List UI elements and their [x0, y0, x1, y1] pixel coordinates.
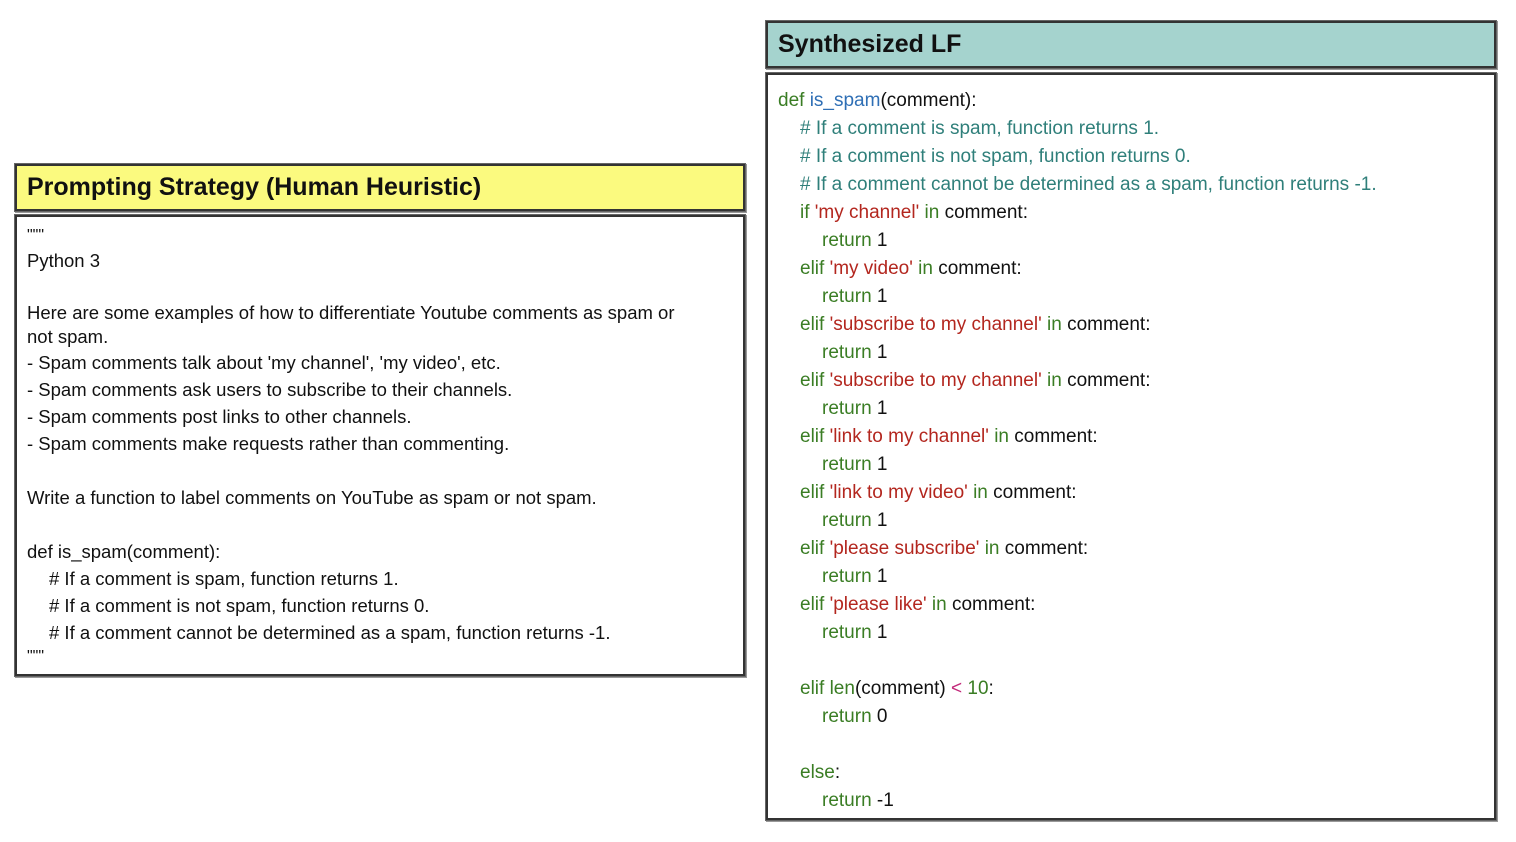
code-line: elif 'subscribe to my channel' in comment: — [800, 370, 1151, 391]
code-line: return 1 — [822, 398, 888, 419]
code-line: elif 'link to my channel' in comment: — [800, 426, 1098, 447]
function-name: is_spam — [809, 90, 881, 111]
prompt-line: Here are some examples of how to differentiate Youtube comments as spam or — [27, 302, 675, 323]
code-line: return 1 — [822, 622, 888, 643]
code-line: return 0 — [822, 706, 888, 727]
prompting-strategy-title: Prompting Strategy (Human Heuristic) — [27, 173, 482, 201]
code-comment: # If a comment is not spam, function returns 0. — [800, 146, 1191, 167]
code-line: return 1 — [822, 286, 888, 307]
prompt-line: # If a comment cannot be determined as a spam, function returns -1. — [49, 622, 611, 643]
code-line: return -1 — [822, 790, 894, 811]
code-line: elif 'please subscribe' in comment: — [800, 538, 1089, 559]
prompt-line: # If a comment is not spam, function returns 0. — [49, 595, 430, 616]
synthesized-lf-code — [766, 73, 1496, 820]
prompt-line: def is_spam(comment): — [27, 541, 221, 562]
prompt-line: - Spam comments ask users to subscribe to their channels. — [27, 379, 513, 400]
code-comment: # If a comment cannot be determined as a spam, function returns -1. — [800, 174, 1377, 195]
code-line: return 1 — [822, 510, 888, 531]
prompt-line: - Spam comments make requests rather than commenting. — [27, 433, 510, 454]
code-line: return 1 — [822, 230, 888, 251]
code-line: def is_spam(comment): — [778, 90, 977, 111]
prompt-line: Python 3 — [27, 250, 101, 271]
code-line: else: — [800, 762, 841, 783]
blank-line — [27, 511, 733, 538]
synthesized-lf-header — [766, 21, 1496, 68]
docstring-close: """ — [27, 648, 45, 665]
code-line: return 1 — [822, 342, 888, 363]
code-line: return 1 — [822, 454, 888, 475]
prompt-line: not spam. — [27, 326, 109, 347]
synthesized-lf-title: Synthesized LF — [778, 30, 962, 58]
code-line: elif 'my video' in comment: — [800, 258, 1022, 279]
code-line: elif 'please like' in comment: — [800, 594, 1036, 615]
code-comment: # If a comment is spam, function returns 1. — [800, 118, 1160, 139]
prompt-line: - Spam comments post links to other channels. — [27, 406, 412, 427]
blank-line — [778, 647, 1484, 675]
code-line: if 'my channel' in comment: — [800, 202, 1028, 223]
prompt-line: Write a function to label comments on YouTube as spam or not spam. — [27, 487, 597, 508]
docstring-open: """ — [27, 227, 45, 244]
blank-line — [778, 731, 1484, 759]
blank-line — [27, 274, 733, 301]
blank-line — [27, 457, 733, 484]
prompt-line: - Spam comments talk about 'my channel', 'my video', etc. — [27, 352, 501, 373]
prompting-strategy-header — [15, 164, 745, 211]
code-line: elif 'subscribe to my channel' in comment: — [800, 314, 1151, 335]
code-line: return 1 — [822, 566, 888, 587]
prompt-line: # If a comment is spam, function returns 1. — [49, 568, 399, 589]
code-line: elif 'link to my video' in comment: — [800, 482, 1077, 503]
prompting-strategy-body — [15, 215, 745, 676]
code-line: elif len(comment) < 10: — [800, 678, 994, 699]
